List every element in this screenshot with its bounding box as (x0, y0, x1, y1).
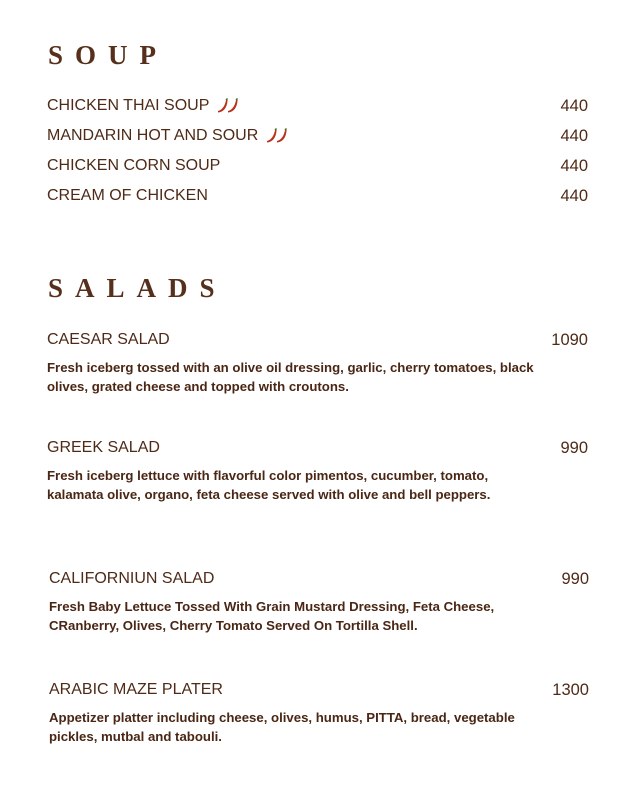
salads-section-title: SALADS (48, 273, 227, 303)
menu-item-chicken-thai-soup (47, 95, 588, 117)
item-price: 440 (560, 96, 588, 115)
item-price: 1090 (551, 330, 588, 349)
item-price: 440 (560, 156, 588, 175)
item-name: CALIFORNIUN SALAD (49, 570, 215, 587)
menu-item-cream-of-chicken (47, 185, 588, 207)
item-description: Fresh iceberg tossed with an olive oil dressing, garlic, cherry tomatoes, black olives, grated cheese and topped with croutons. (47, 360, 534, 394)
item-price: 990 (561, 569, 589, 588)
item-name: CREAM OF CHICKEN (47, 187, 208, 204)
item-name: CAESAR SALAD (47, 331, 170, 348)
item-name: GREEK SALAD (47, 439, 160, 456)
item-name: MANDARIN HOT AND SOUR (47, 127, 259, 144)
soup-section-title: SOUP (48, 40, 169, 70)
item-name: ARABIC MAZE PLATER (49, 681, 223, 698)
item-name: CHICKEN THAI SOUP (47, 97, 210, 114)
item-price: 440 (560, 126, 588, 145)
item-price: 990 (560, 438, 588, 457)
menu-item-chicken-corn-soup (47, 155, 588, 177)
menu-item-caesar-salad (47, 329, 588, 396)
item-description: Fresh iceberg lettuce with flavorful color pimentos, cucumber, tomato, kalamata olive, organo, feta cheese served with olive and bell peppers. (47, 468, 491, 502)
item-name: CHICKEN CORN SOUP (47, 157, 221, 174)
chili-pepper-icon (215, 98, 241, 114)
menu-item-greek-salad (47, 437, 588, 504)
item-price: 440 (560, 186, 588, 205)
item-description: Fresh Baby Lettuce Tossed With Grain Mustard Dressing, Feta Cheese, CRanberry, Olives, Cherry Tomato Served On Tortilla Shell. (49, 599, 495, 633)
menu-item-arabic-maze-plater (49, 679, 589, 746)
menu-item-mandarin-hot-and-sour (47, 125, 588, 147)
menu-item-californiun-salad (49, 568, 589, 635)
item-price: 1300 (552, 680, 589, 699)
item-description: Appetizer platter including cheese, olives, humus, PITTA, bread, vegetable pickles, mutbal and tabouli. (49, 710, 515, 744)
chili-pepper-icon (264, 128, 290, 144)
